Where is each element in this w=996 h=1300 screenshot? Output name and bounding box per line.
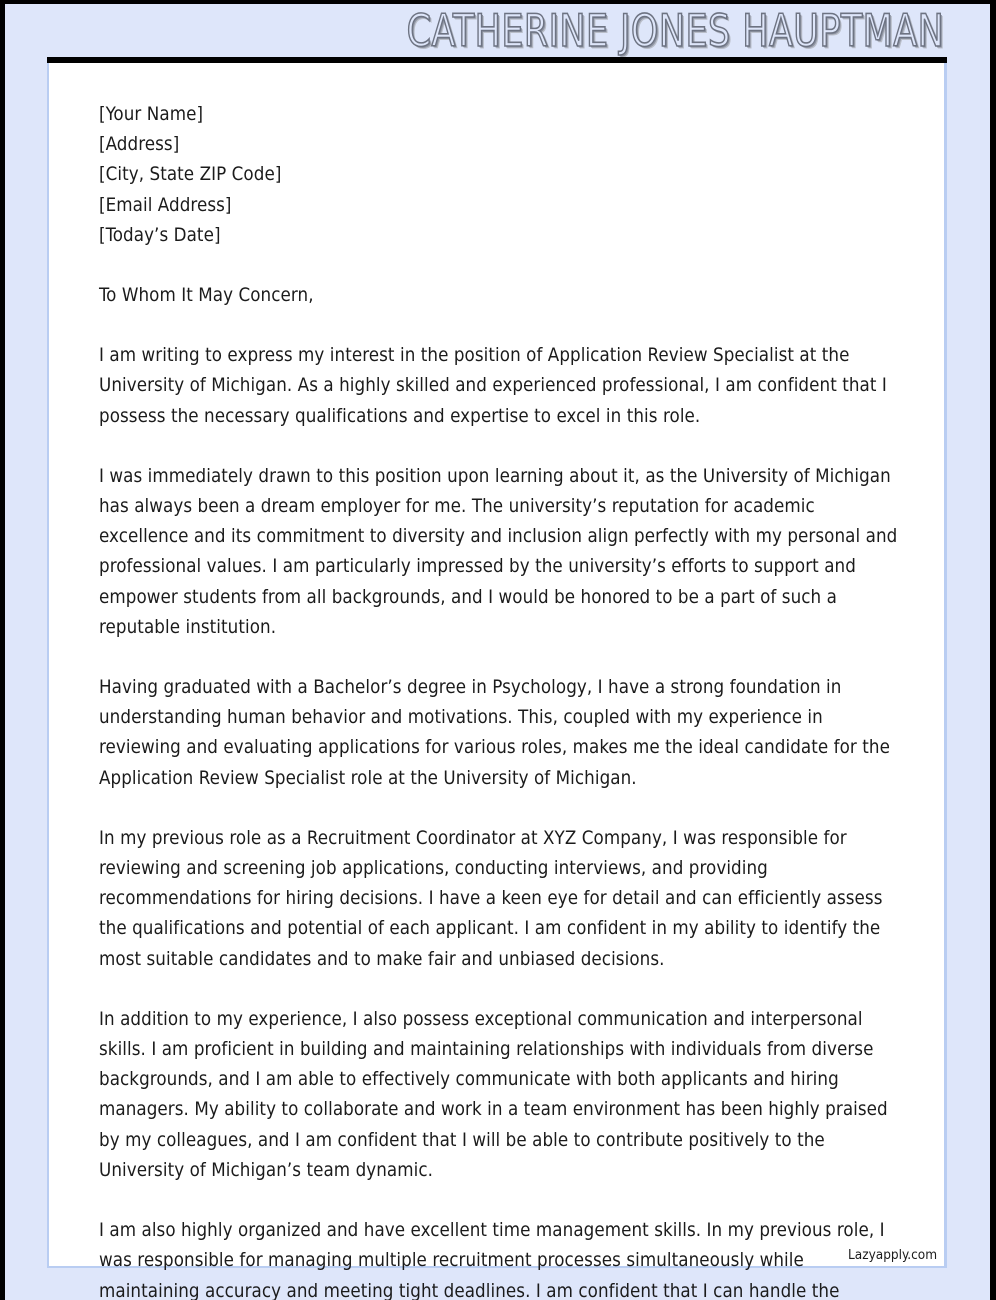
spacer (99, 432, 904, 462)
sender-line: [Today’s Date] (99, 224, 221, 246)
letter-paragraph: In addition to my experience, I also possess exceptional communication and interpersonal skills. I am proficient in building and maintaining relationships with individuals from diverse backgrounds, and I am able to effectively communicate with both applicants and hiring managers. My ability to collaborate and work in a team environment has been highly praised by my colleagues, and I am confident that I will be able to contribute positively to the University of Michigan’s team dynamic. (99, 1008, 888, 1181)
spacer (99, 643, 904, 673)
sender-line: [Address] (99, 134, 180, 156)
letter-paragraph: I was immediately drawn to this position upon learning about it, as the University of Michigan has always been a dream employer for me. The university’s reputation for academic excellence and its commitment to diversity and inclusion align perfectly with my personal and professional values. I am particularly impressed by the university’s efforts to support and empower students from all backgrounds, and I would be honored to be a part of such a reputable institution. (99, 465, 898, 638)
spacer (99, 1186, 904, 1216)
page-title: CATHERINE JONES HAUPTMAN (406, 5, 944, 58)
spacer (99, 251, 904, 281)
document-header (5, 4, 990, 57)
sender-line: [City, State ZIP Code] (99, 164, 282, 186)
letter-paragraph: Having graduated with a Bachelor’s degree in Psychology, I have a strong foundation in understanding human behavior and motivations. This, coupled with my experience in reviewing and evaluating applications for various roles, makes me the ideal candidate for the Application Review Specialist role at the University of Michigan. (99, 677, 890, 789)
sender-address-block (99, 100, 904, 251)
letter-paragraph: In my previous role as a Recruitment Coordinator at XYZ Company, I was responsible for reviewing and screening job applications, conducting interviews, and providing recommendations for hiring decisions. I have a keen eye for detail and can efficiently assess the qualifications and potential of each applicant. I am confident in my ability to identify the most suitable candidates and to make fair and unbiased decisions. (99, 827, 883, 970)
sender-line: [Email Address] (99, 194, 232, 216)
cover-letter-body (99, 100, 904, 1300)
spacer (99, 311, 904, 341)
spacer (99, 794, 904, 824)
letter-paragraph: I am also highly organized and have excellent time management skills. In my previous role, I was responsible for managing multiple recruitment processes simultaneously while maintaining accuracy and meeting tight deadlines. I am confident that I can handle the (99, 1220, 885, 1300)
salutation: To Whom It May Concern, (99, 285, 314, 307)
sender-line: [Your Name] (99, 104, 204, 125)
lazyapply-watermark: Lazyapply.com (848, 1247, 938, 1263)
letter-paragraph: I am writing to express my interest in the position of Application Review Specialist at the University of Michigan. As a highly skilled and experienced professional, I am confident that I possess the necessary qualifications and expertise to excel in this role. (99, 345, 887, 427)
spacer (99, 975, 904, 1005)
